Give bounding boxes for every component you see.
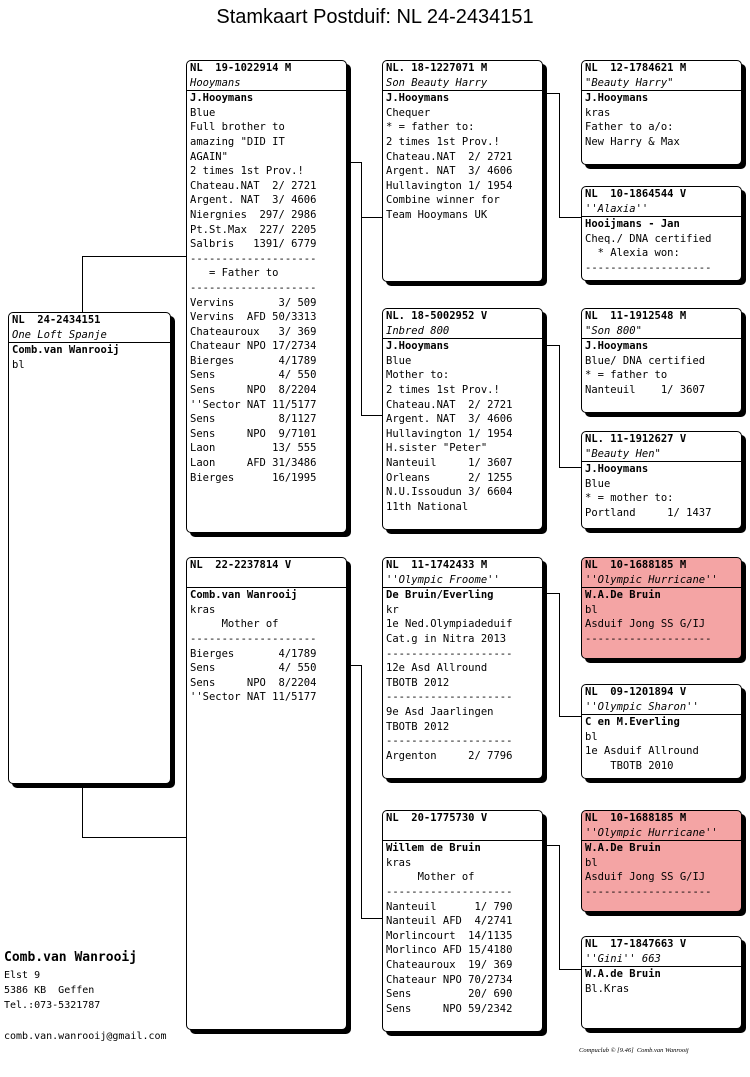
connector-line bbox=[559, 467, 581, 468]
card-header: NL 09-1201894 V bbox=[585, 686, 687, 698]
card-header: NL 11-1742433 M bbox=[386, 559, 488, 571]
card-line: -------------------- bbox=[190, 252, 317, 265]
card-line: Chateauroux 3/ 369 bbox=[190, 325, 317, 338]
card-name: ''Olympic Hurricane'' bbox=[582, 826, 741, 842]
breeder-name: Comb.van Wanrooij bbox=[4, 950, 138, 965]
card-line: * = mother to: bbox=[585, 492, 674, 505]
card-line: N.U.Issoudun 3/ 6604 bbox=[386, 486, 513, 499]
card-line: Sens NPO 8/2204 bbox=[190, 676, 317, 689]
card-line: ''Sector NAT 11/5177 bbox=[190, 398, 317, 411]
card-line: Argent. NAT 3/ 4606 bbox=[190, 194, 317, 207]
card-line: Sens 4/ 550 bbox=[190, 662, 317, 675]
pedigree-card-mother-father bbox=[382, 557, 543, 779]
card-header: NL. 18-5002952 V bbox=[386, 310, 488, 322]
card-line: Combine winner for bbox=[386, 194, 500, 207]
connector-line bbox=[82, 256, 83, 312]
card-header: NL 20-1775730 V bbox=[386, 812, 488, 824]
card-line: 12e Asd Allround bbox=[386, 662, 488, 675]
connector-line bbox=[559, 593, 560, 716]
card-line: -------------------- bbox=[190, 632, 317, 645]
card-owner: W.A.De Bruin bbox=[585, 842, 661, 855]
breeder-info bbox=[4, 948, 167, 1044]
connector-line bbox=[559, 845, 560, 969]
card-line: 1e Asduif Allround bbox=[585, 745, 699, 758]
pedigree-card-father-father bbox=[382, 60, 543, 282]
card-header: NL 10-1688185 M bbox=[585, 812, 687, 824]
card-header: NL 12-1784621 M bbox=[585, 62, 687, 74]
card-owner: Willem de Bruin bbox=[386, 842, 481, 855]
card-line: Blue/ DNA certified bbox=[585, 354, 706, 367]
breeder-email: comb.van.wanrooij@gmail.com bbox=[4, 1031, 167, 1042]
connector-line bbox=[82, 837, 188, 838]
card-line: Team Hooymans UK bbox=[386, 208, 488, 221]
card-owner: J.Hooymans bbox=[585, 463, 649, 476]
card-line: Blue bbox=[190, 106, 216, 119]
card-owner: Hooijmans - Jan bbox=[585, 218, 680, 231]
card-line: Hullavington 1/ 1954 bbox=[386, 179, 513, 192]
card-line: -------------------- bbox=[585, 885, 712, 898]
card-line: 2 times 1st Prov.! bbox=[190, 165, 304, 178]
card-line: * Alexia won: bbox=[585, 247, 680, 260]
card-name: ''Olympic Froome'' bbox=[383, 573, 542, 589]
card-name: Son Beauty Harry bbox=[383, 76, 542, 92]
card-line: Blue bbox=[585, 477, 611, 490]
pedigree-card-fff bbox=[581, 60, 742, 165]
pedigree-card-mother bbox=[186, 557, 347, 1030]
card-line: Laon AFD 31/3486 bbox=[190, 457, 317, 470]
card-line: Asduif Jong SS G/IJ bbox=[585, 618, 706, 631]
connector-line bbox=[559, 93, 560, 217]
card-name: ''Olympic Sharon'' bbox=[582, 700, 741, 716]
card-name: "Beauty Hen" bbox=[582, 447, 741, 463]
card-owner: J.Hooymans bbox=[386, 340, 450, 353]
footer-credit: Compuclub © [9.46] Comb.van Wanrooij bbox=[579, 1047, 689, 1054]
card-line: -------------------- bbox=[190, 281, 317, 294]
breeder-address-city: 5386 KB Geffen bbox=[4, 985, 95, 996]
card-line: -------------------- bbox=[585, 261, 712, 274]
card-line: -------------------- bbox=[585, 632, 712, 645]
card-line: Pt.St.Max 227/ 2205 bbox=[190, 223, 317, 236]
card-line: Argent. NAT 3/ 4606 bbox=[386, 413, 513, 426]
card-line: bl bbox=[585, 730, 598, 743]
card-owner: W.A.de Bruin bbox=[585, 968, 661, 981]
connector-line bbox=[361, 918, 382, 919]
card-header: NL. 11-1912627 V bbox=[585, 433, 687, 445]
pedigree-card-mmm bbox=[581, 936, 742, 1029]
pedigree-card-mother-mother bbox=[382, 810, 543, 1032]
card-header: NL. 18-1227071 M bbox=[386, 62, 488, 74]
card-line: * = father to bbox=[585, 369, 668, 382]
card-line: Bierges 4/1789 bbox=[190, 647, 317, 660]
card-line: Sens 20/ 690 bbox=[386, 988, 513, 1001]
card-line: Salbris 1391/ 6779 bbox=[190, 238, 317, 251]
card-owner: Comb.van Wanrooij bbox=[12, 344, 120, 357]
card-name bbox=[187, 573, 346, 589]
card-line: -------------------- bbox=[386, 691, 513, 704]
card-line: Asduif Jong SS G/IJ bbox=[585, 871, 706, 884]
card-line: -------------------- bbox=[386, 735, 513, 748]
card-line: Full brother to bbox=[190, 121, 285, 134]
card-line: Father to a/o: bbox=[585, 121, 674, 134]
card-owner: W.A.De Bruin bbox=[585, 589, 661, 602]
card-line: 9e Asd Jaarlingen bbox=[386, 705, 494, 718]
card-name: "Son 800" bbox=[582, 324, 741, 340]
card-line: Vervins AFD 50/3313 bbox=[190, 311, 317, 324]
connector-line bbox=[361, 162, 362, 415]
breeder-phone: Tel.:073-5321787 bbox=[4, 1000, 101, 1011]
card-line: Hullavington 1/ 1954 bbox=[386, 427, 513, 440]
card-line: Argenton 2/ 7796 bbox=[386, 749, 513, 762]
connector-line bbox=[361, 415, 382, 416]
pedigree-card-father-mother bbox=[382, 308, 543, 530]
card-line: TBOTB 2010 bbox=[585, 759, 674, 772]
card-line: Chateau.NAT 2/ 2721 bbox=[386, 398, 513, 411]
card-line: AGAIN" bbox=[190, 150, 228, 163]
card-line: 1e Ned.Olympiadeduif bbox=[386, 618, 513, 631]
card-header: NL 17-1847663 V bbox=[585, 938, 687, 950]
connector-line bbox=[345, 665, 361, 666]
card-line: bl bbox=[12, 358, 25, 371]
card-line: Vervins 3/ 509 bbox=[190, 296, 317, 309]
connector-line bbox=[82, 256, 188, 257]
connector-line bbox=[559, 345, 560, 467]
card-header: NL 10-1864544 V bbox=[585, 188, 687, 200]
card-line: -------------------- bbox=[386, 885, 513, 898]
card-line: Laon 13/ 555 bbox=[190, 442, 317, 455]
pedigree-card-subject bbox=[8, 312, 171, 784]
card-line: TBOTB 2012 bbox=[386, 720, 450, 733]
card-line: Portland 1/ 1437 bbox=[585, 506, 712, 519]
card-line: Cat.g in Nitra 2013 bbox=[386, 632, 507, 645]
card-line: Bierges 4/1789 bbox=[190, 354, 317, 367]
card-line: Cheq./ DNA certified bbox=[585, 232, 712, 245]
card-owner: Comb.van Wanrooij bbox=[190, 589, 298, 602]
card-line: kras bbox=[386, 856, 412, 869]
connector-line bbox=[559, 969, 581, 970]
card-owner: De Bruin/Everling bbox=[386, 589, 494, 602]
connector-line bbox=[361, 665, 362, 918]
card-owner: J.Hooymans bbox=[190, 92, 254, 105]
breeder-address-street: Elst 9 bbox=[4, 970, 41, 981]
card-line: ''Sector NAT 11/5177 bbox=[190, 691, 317, 704]
connector-line bbox=[541, 593, 559, 594]
card-header: NL 10-1688185 M bbox=[585, 559, 687, 571]
card-line: H.sister "Peter" bbox=[386, 442, 488, 455]
card-line: Morlinco AFD 15/4180 bbox=[386, 944, 513, 957]
card-line: Nanteuil 1/ 3607 bbox=[585, 383, 706, 396]
card-line: = Father to bbox=[190, 267, 279, 280]
card-line: Sens NPO 9/7101 bbox=[190, 427, 317, 440]
connector-line bbox=[345, 162, 361, 163]
pedigree-card-father bbox=[186, 60, 347, 533]
card-line: Nanteuil 1/ 790 bbox=[386, 900, 513, 913]
card-line: New Harry & Max bbox=[585, 135, 680, 148]
card-owner: C en M.Everling bbox=[585, 716, 680, 729]
card-line: Orleans 2/ 1255 bbox=[386, 471, 513, 484]
card-line: Chateau.NAT 2/ 2721 bbox=[386, 150, 513, 163]
card-name bbox=[383, 826, 542, 842]
card-line: Mother of bbox=[190, 618, 279, 631]
card-name: One Loft Spanje bbox=[9, 328, 170, 344]
connector-line bbox=[559, 217, 581, 218]
card-name: ''Alaxia'' bbox=[582, 202, 741, 218]
card-header: NL 24-2434151 bbox=[12, 314, 101, 326]
card-name: Hooymans bbox=[187, 76, 346, 92]
card-name: ''Gini'' 663 bbox=[582, 952, 741, 968]
card-header: NL 11-1912548 M bbox=[585, 310, 687, 322]
card-line: Chateauroux 19/ 369 bbox=[386, 958, 513, 971]
pedigree-card-fmm bbox=[581, 431, 742, 529]
card-line: Chateaur NPO 70/2734 bbox=[386, 973, 513, 986]
card-line: Sens 4/ 550 bbox=[190, 369, 317, 382]
card-line: TBOTB 2012 bbox=[386, 676, 450, 689]
card-owner: J.Hooymans bbox=[585, 340, 649, 353]
card-line: 2 times 1st Prov.! bbox=[386, 383, 500, 396]
card-owner: J.Hooymans bbox=[386, 92, 450, 105]
card-header: NL 19-1022914 M bbox=[190, 62, 292, 74]
connector-line bbox=[361, 217, 382, 218]
pedigree-card-mfm bbox=[581, 684, 742, 779]
card-line: Sens 8/1127 bbox=[190, 413, 317, 426]
card-line: kras bbox=[585, 106, 611, 119]
card-line: Blue bbox=[386, 354, 412, 367]
card-line: kr bbox=[386, 603, 399, 616]
connector-line bbox=[559, 716, 581, 717]
connector-line bbox=[82, 782, 83, 837]
card-line: bl bbox=[585, 856, 598, 869]
page-title: Stamkaart Postduif: NL 24-2434151 bbox=[216, 6, 534, 28]
card-line: Sens NPO 8/2204 bbox=[190, 384, 317, 397]
card-line: Chateaur NPO 17/2734 bbox=[190, 340, 317, 353]
card-line: Nanteuil 1/ 3607 bbox=[386, 456, 513, 469]
connector-line bbox=[541, 345, 559, 346]
pedigree-card-mmf bbox=[581, 810, 742, 912]
pedigree-card-mff bbox=[581, 557, 742, 659]
card-name: Inbred 800 bbox=[383, 324, 542, 340]
card-line: -------------------- bbox=[386, 647, 513, 660]
card-line: Chequer bbox=[386, 106, 431, 119]
card-line: Mother of bbox=[386, 871, 475, 884]
card-name: ''Olympic Hurricane'' bbox=[582, 573, 741, 589]
card-owner: J.Hooymans bbox=[585, 92, 649, 105]
card-line: kras bbox=[190, 603, 216, 616]
pedigree-card-fmf bbox=[581, 308, 742, 413]
card-line: bl bbox=[585, 603, 598, 616]
card-name: "Beauty Harry" bbox=[582, 76, 741, 92]
card-line: Niergnies 297/ 2986 bbox=[190, 208, 317, 221]
card-line: 11th National bbox=[386, 500, 469, 513]
card-line: * = father to: bbox=[386, 121, 475, 134]
card-line: Argent. NAT 3/ 4606 bbox=[386, 165, 513, 178]
card-line: Sens NPO 59/2342 bbox=[386, 1002, 513, 1015]
card-line: Chateau.NAT 2/ 2721 bbox=[190, 179, 317, 192]
card-line: Morlincourt 14/1135 bbox=[386, 929, 513, 942]
card-line: Nanteuil AFD 4/2741 bbox=[386, 915, 513, 928]
connector-line bbox=[541, 845, 559, 846]
pedigree-card-ffm bbox=[581, 186, 742, 281]
card-header: NL 22-2237814 V bbox=[190, 559, 292, 571]
connector-line bbox=[541, 93, 559, 94]
card-line: Bl.Kras bbox=[585, 982, 630, 995]
card-line: amazing "DID IT bbox=[190, 135, 285, 148]
card-line: Bierges 16/1995 bbox=[190, 471, 317, 484]
card-line: Mother to: bbox=[386, 369, 450, 382]
card-line: 2 times 1st Prov.! bbox=[386, 135, 500, 148]
